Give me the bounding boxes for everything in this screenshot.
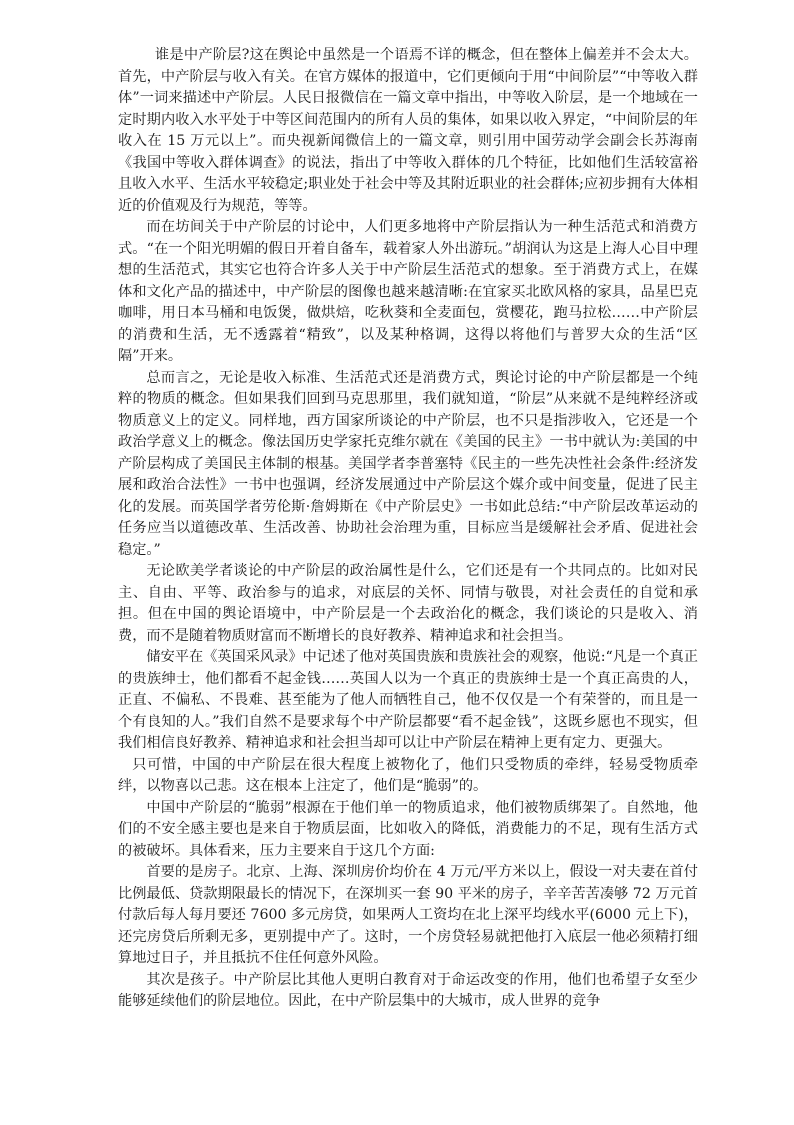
paragraph-fragility-root: 中国中产阶层的“脆弱”根源在于他们单一的物质追求，他们被物质绑架了。自然地，他们的不安全感主要也是来自于物质层面，比如收入的降低，消费能力的不足，现有生活方式的被破坏。具体看来，压力主要来自于这几个方面: <box>118 799 698 859</box>
document-body <box>118 45 698 1013</box>
paragraph-material-concept: 总而言之，无论是收入标准、生活范式还是消费方式，舆论讨论的中产阶层都是一个纯粹的物质的概念。但如果我们回到马克思那里，我们就知道，“阶层”从来就不是纯粹经济或物质意义上的定义。同样地，西方国家所谈论的中产阶层，也不只是指涉收入，它还是一个政治学意义上的概念。像法国历史学家托克维尔就在《美国的民主》一书中就认为:美国的中产阶层构成了美国民主体制的根基。美国学者李普塞特《民主的一些先决性社会条件:经济发展和政治合法性》一书中也强调，经济发展通过中产阶层这个媒介或中间变量，促进了民主化的发展。而英国学者劳伦斯·詹姆斯在《中产阶层史》一书如此总结:“中产阶层改革运动的任务应当以道德改革、生活改善、协助社会治理为重，目标应当是缓解社会矛盾、促进社会稳定。” <box>118 369 698 558</box>
paragraph-housing-pressure: 首要的是房子。北京、上海、深圳房价均价在 4 万元/平方米以上，假设一对夫妻在首付比例最低、贷款期限最长的情况下，在深圳买一套 90 平米的房子，辛辛苦苦凑够 72 万元首付款后每人每月要还 7600 多元房贷，如果两人工资均在北上深平均线水平(6000 元上下)，还完房贷后所剩无多，更别提中产了。这时，一个房贷轻易就把他打入底层一他必须精打细算地过日子，并且抵抗不住任何意外风险。 <box>118 864 698 966</box>
paragraph-political-attributes: 无论欧美学者谈论的中产阶层的政治属性是什么，它们还是有一个共同点的。比如对民主、自由、平等、政治参与的追求，对底层的关怀、同情与敬畏，对社会责任的自觉和承担。但在中国的舆论语境中，中产阶层是一个去政治化的概念，我们谈论的只是收入、消费，而不是随着物质财富而不断增长的良好教养、精神追求和社会担当。 <box>118 563 698 644</box>
paragraph-children-pressure: 其次是孩子。中产阶层比其他人更明白教育对于命运改变的作用，他们也希望子女至少能够延续他们的阶层地位。因此，在中产阶层集中的大城市，成人世界的竞争 <box>118 971 698 1009</box>
paragraph-lifestyle-consumption: 而在坊间关于中产阶层的讨论中，人们更多地将中产阶层指认为一种生活范式和消费方式。“在一个阳光明媚的假日开着自备车，载着家人外出游玩。”胡润认为这是上海人心目中理想的生活范式，其实它也符合许多人关于中产阶层生活范式的想象。至于消费方式上，在媒体和文化产品的描述中，中产阶层的图像也越来越清晰:在宜家买北欧风格的家具，品星巴克咖啡，用日本马桶和电饭煲，做烘焙，吃秋葵和全麦面包，赏樱花，跑马拉松……中产阶层的消费和生活，无不透露着“精致”，以及某种格调，这得以将他们与普罗大众的生活“区隔”开来。 <box>118 219 698 364</box>
paragraph-english-gentleman: 储安平在《英国采风录》中记述了他对英国贵族和贵族社会的观察，他说:“凡是一个真正的贵族绅士，他们都看不起金钱……英国人以为一个真正的贵族绅士是一个真正高贵的人，正直、不偏私、不畏难、甚至能为了他人而牺牲自己，他不仅仅是一个有荣誉的，而且是一个有良知的人。”我们自然不是要求每个中产阶层都要“看不起金钱”，这既乡愿也不现实，但我们相信良好教养、精神追求和社会担当却可以让中产阶层在精神上更有定力、更强大。 <box>118 649 698 751</box>
paragraph-materialized: 只可惜，中国的中产阶层在很大程度上被物化了，他们只受物质的牵绊，轻易受物质牵绊，以物喜以己悲。这在根本上注定了，他们是“脆弱”的。 <box>118 756 698 794</box>
paragraph-middle-class-definition: 谁是中产阶层?这在舆论中虽然是一个语焉不详的概念，但在整体上偏差并不会太大。首先，中产阶层与收入有关。在官方媒体的报道中，它们更倾向于用“中间阶层”“中等收入群体”一词来描述中产阶层。人民日报微信在一篇文章中指出，中等收入阶层，是一个地域在一定时期内收入水平处于中等区间范围内的所有人员的集体，如果以收入界定，“中间阶层的年收入在 15 万元以上”。而央视新闻微信上的一篇文章，则引用中国劳动学会副会长苏海南《我国中等收入群体调查》的说法，指出了中等收入群体的几个特征，比如他们生活较富裕且收入水平、生活水平较稳定;职业处于社会中等及其附近职业的社会群体;应初步拥有大体相近的价值观及行为规范，等等。 <box>118 47 698 214</box>
